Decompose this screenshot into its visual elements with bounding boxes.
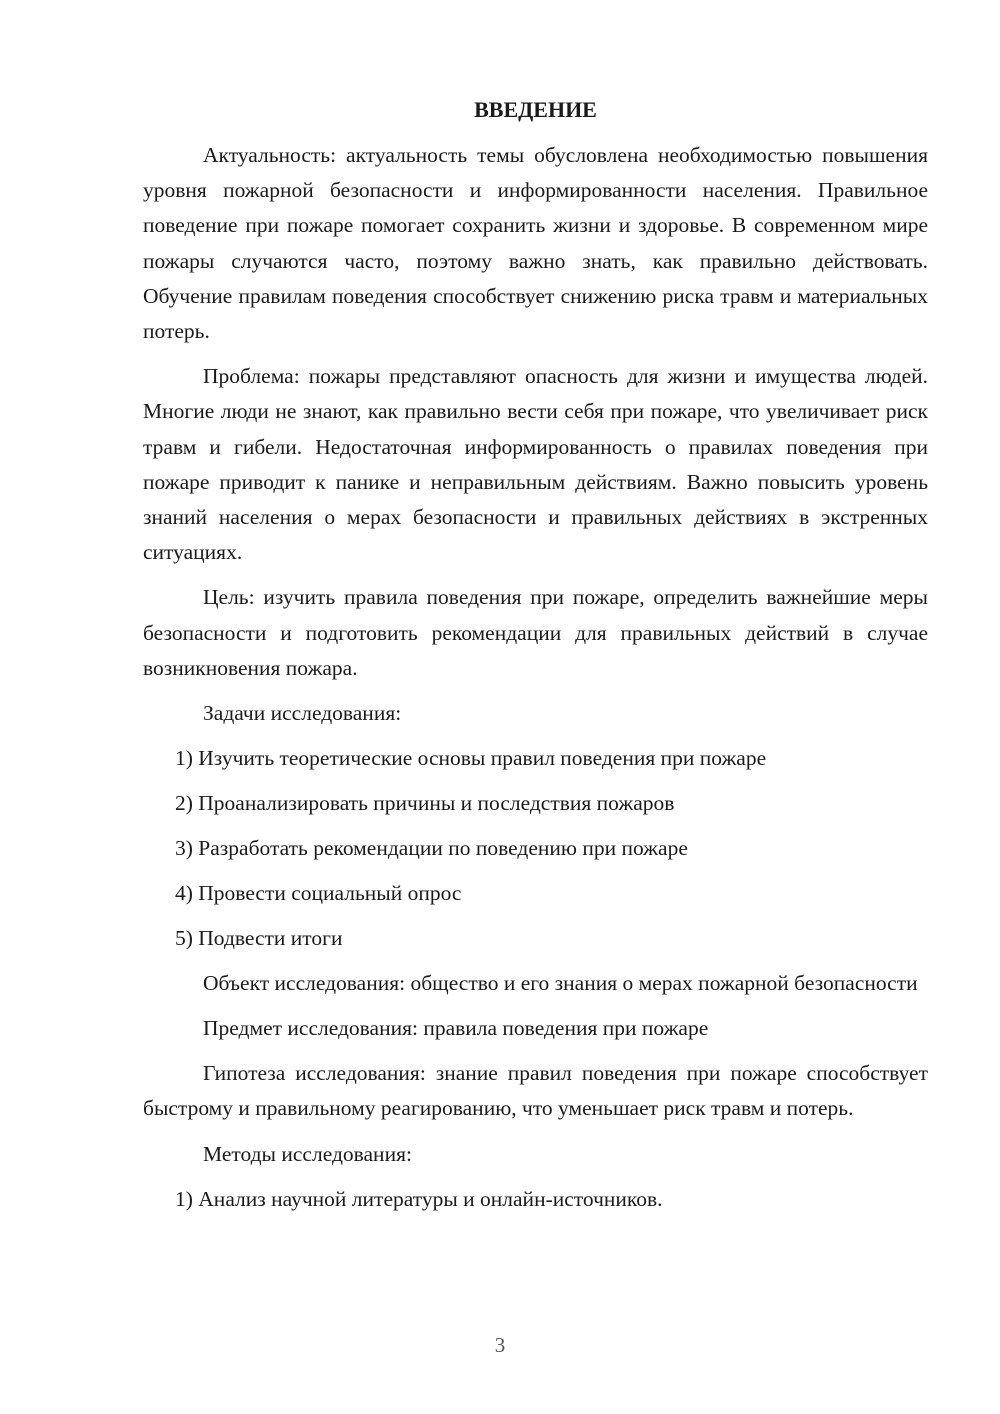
methods-title: Методы исследования: — [203, 1141, 412, 1166]
method-item: 1) Анализ научной литературы и онлайн-источников. — [175, 1186, 663, 1211]
task-item: 5) Подвести итоги — [175, 926, 343, 951]
paragraph-problem: Проблема: пожары представляют опасность для жизни и имущества людей. Многие люди не знают, как правильно вести себя при пожаре, что увеличивает риск травм и гибели. Недостаточная информированность о правилах поведения при пожаре приводит к панике и неправильным действиям. Важно повысить уровень знаний населения о мерах безопасности и правильных действиях в экстренных ситуациях. — [143, 364, 928, 565]
task-item: 1) Изучить теоретические основы правил поведения при пожаре — [175, 746, 767, 771]
task-item: 4) Провести социальный опрос — [175, 881, 462, 906]
task-item: 2) Проанализировать причины и последствия пожаров — [175, 791, 675, 816]
paragraph-object: Объект исследования: общество и его знания о мерах пожарной безопасности — [203, 971, 918, 996]
paragraph-hypothesis: Гипотеза исследования: знание правил поведения при пожаре способствует быстрому и правильному реагированию, что уменьшает риск травм и потерь. — [143, 1061, 928, 1121]
task-item: 3) Разработать рекомендации по поведению при пожаре — [175, 836, 688, 861]
paragraph-relevance: Актуальность: актуальность темы обусловлена необходимостью повышения уровня пожарной безопасности и информированности населения. Правильное поведение при пожаре помогает сохранить жизни и здоровье. В современном мире пожары случаются часто, поэтому важно знать, как правильно действовать. Обучение правилам поведения способствует снижению риска травм и материальных потерь. — [143, 143, 928, 344]
page-number: 3 — [494, 1333, 506, 1357]
page-content — [143, 94, 928, 1227]
section-heading: ВВЕДЕНИЕ — [474, 97, 597, 122]
paragraph-goal: Цель: изучить правила поведения при пожаре, определить важнейшие меры безопасности и подготовить рекомендации для правильных действий в случае возникновения пожара. — [143, 585, 928, 680]
paragraph-subject: Предмет исследования: правила поведения при пожаре — [203, 1016, 709, 1041]
tasks-title: Задачи исследования: — [203, 701, 402, 726]
